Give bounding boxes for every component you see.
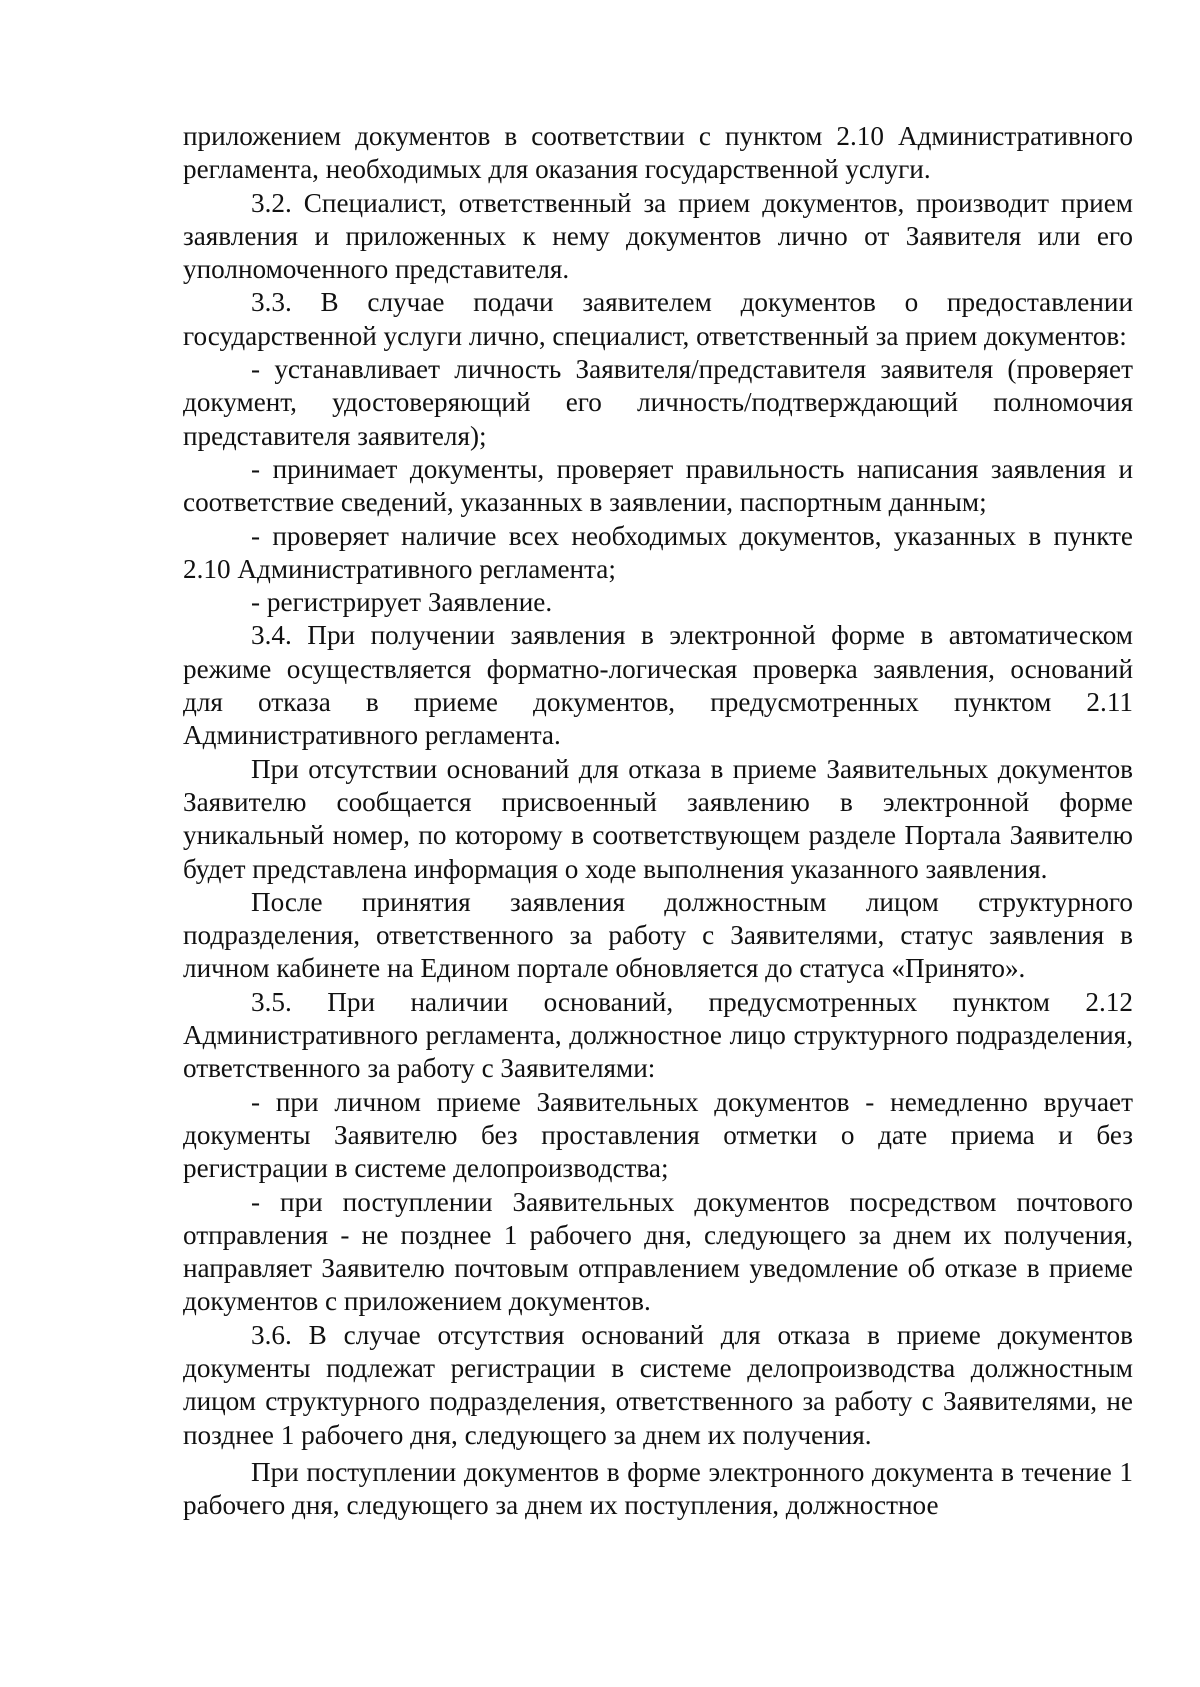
paragraph-3-2: 3.2. Специалист, ответственный за прием документов, производит прием заявления и приложенных к нему документов лично от Заявителя или его уполномоченного представителя.: [183, 187, 1133, 285]
list-item-postal-reception: - при поступлении Заявительных документов посредством почтового отправления - не позднее 1 рабочего дня, следующего за днем их получения, направляет Заявителю почтовым отправлением уведомление об отказе в приеме документов с приложением документов.: [183, 1186, 1133, 1317]
paragraph-3-3: 3.3. В случае подачи заявителем документов о предоставлении государственной услуги лично, специалист, ответственный за прием документов:: [183, 287, 1133, 351]
paragraph-3-5: 3.5. При наличии оснований, предусмотренных пунктом 2.12 Административного регламента, должностное лицо структурного подразделения, ответственного за работу с Заявителями:: [183, 986, 1133, 1084]
paragraph-3-4: 3.4. При получении заявления в электронной форме в автоматическом режиме осуществляется форматно-логическая проверка заявления, оснований для отказа в приеме документов, предусмотренных пунктом 2.11 Административного регламента.: [183, 620, 1133, 751]
paragraph-no-refusal-grounds: При отсутствии оснований для отказа в приеме Заявительных документов Заявителю сообщается присвоенный заявлению в электронной форме уникальный номер, по которому в соответствующем разделе Портала Заявителю будет представлена информация о ходе выполнения указанного заявления.: [183, 753, 1133, 884]
list-item-personal-reception: - при личном приеме Заявительных документов - немедленно вручает документы Заявителю без проставления отметки о дате приема и без регистрации в системе делопроизводства;: [183, 1086, 1133, 1184]
paragraph-electronic-documents: При поступлении документов в форме электронного документа в течение 1 рабочего дня, следующего за днем их поступления, должностное: [183, 1456, 1133, 1521]
paragraph-3-6: 3.6. В случае отсутствия оснований для отказа в приеме документов документы подлежат регистрации в системе делопроизводства должностным лицом структурного подразделения, ответственного за работу с Заявителями, не позднее 1 рабочего дня, следующего за днем их получения.: [183, 1319, 1133, 1450]
list-item-identity-check: - устанавливает личность Заявителя/представителя заявителя (проверяет документ, удостоверяющий его личность/подтверждающий полномочия представителя заявителя);: [183, 354, 1133, 451]
paragraph-status-update: После принятия заявления должностным лицом структурного подразделения, ответственного за работу с Заявителями, статус заявления в личном кабинете на Едином портале обновляется до статуса «Принято».: [183, 886, 1133, 984]
list-item-register: - регистрирует Заявление.: [251, 587, 553, 618]
list-item-accept-documents: - принимает документы, проверяет правильность написания заявления и соответствие сведений, указанных в заявлении, паспортным данным;: [183, 453, 1133, 518]
paragraph-continuation: приложением документов в соответствии с пунктом 2.10 Административного регламента, необходимых для оказания государственной услуги.: [183, 121, 1133, 185]
list-item-check-documents: - проверяет наличие всех необходимых документов, указанных в пункте 2.10 Административного регламента;: [183, 520, 1133, 584]
document-body: [183, 120, 1133, 1522]
